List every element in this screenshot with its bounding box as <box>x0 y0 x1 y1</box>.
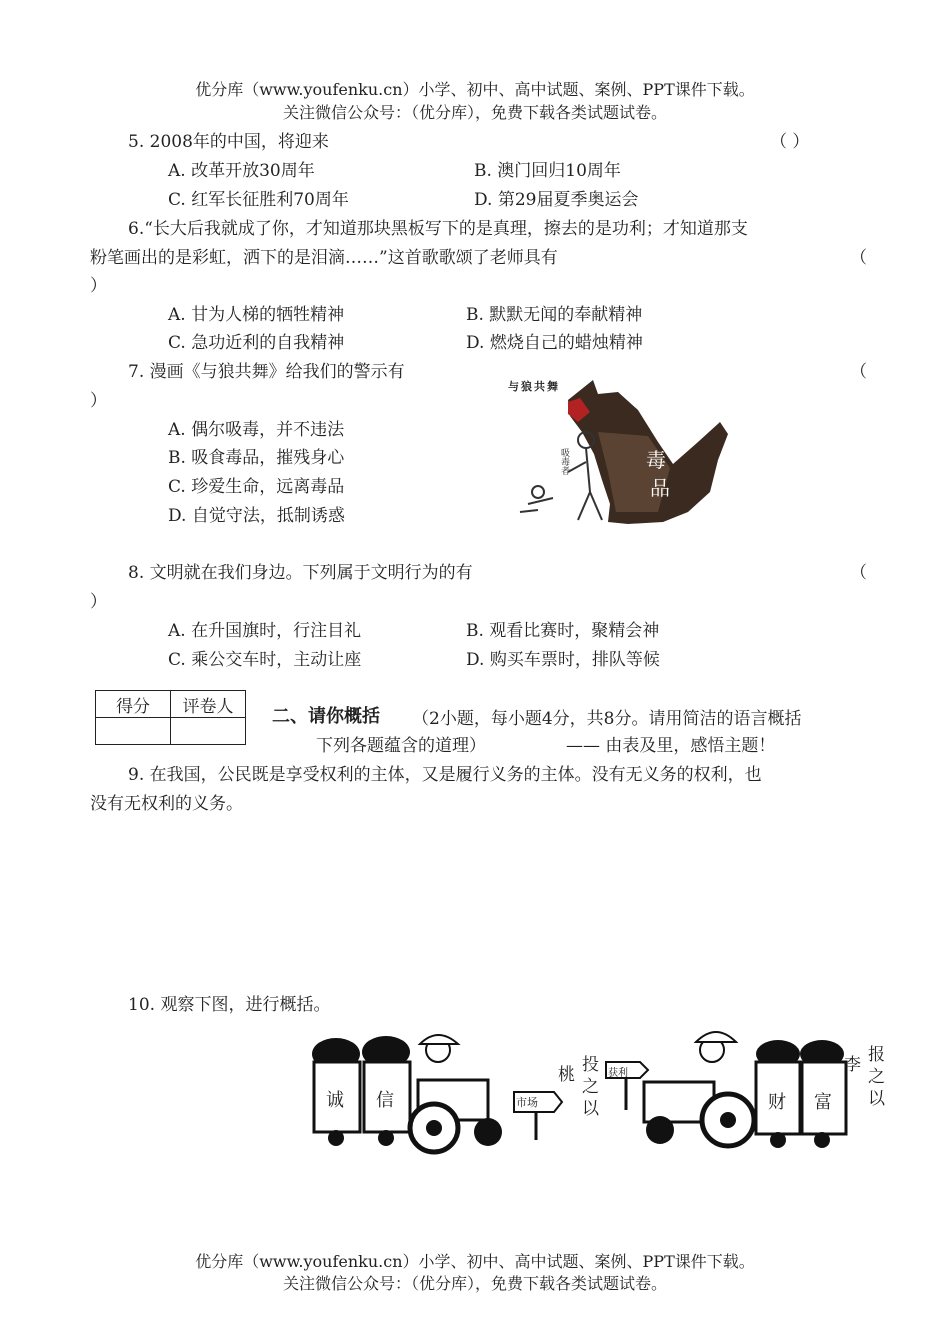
score-cell[interactable] <box>96 718 171 745</box>
q6-stem-line-1: 6.“长大后我就成了你，才知道那块黑板写下的是真理，擦去的是功利；才知道那支 <box>128 219 748 239</box>
q8-option-d: D. 购买车票时，排队等候 <box>466 650 660 670</box>
q9-line-2: 没有无权利的义务。 <box>90 794 243 814</box>
section-2-title: 二、请你概括 <box>272 706 380 727</box>
phrase-left-1: 桃 <box>558 1065 575 1085</box>
cart-label-xin: 信 <box>376 1090 394 1111</box>
profit-sign-label: 获利 <box>608 1068 628 1079</box>
wolf-cartoon-image <box>498 372 748 534</box>
q7-stem: 7. 漫画《与狼共舞》给我们的警示有 <box>128 362 405 382</box>
q6-paren-open: （ <box>850 248 867 268</box>
q5-answer-paren: （ ） <box>770 132 810 152</box>
grader-cell[interactable] <box>171 718 246 745</box>
phrase-left-3: 之 <box>582 1077 599 1097</box>
q6-paren-close: ） <box>90 276 107 296</box>
grader-header: 评卷人 <box>171 691 246 718</box>
cart-label-fu: 富 <box>814 1092 832 1113</box>
wolf-cartoon-title: 与狼共舞 <box>508 380 560 393</box>
q6-option-b: B. 默默无闻的奉献精神 <box>466 305 643 325</box>
q5-stem: 5. 2008年的中国，将迎来 <box>128 132 329 152</box>
q6-option-c: C. 急功近利的自我精神 <box>168 333 345 353</box>
score-table <box>95 690 246 745</box>
phrase-right-2: 报 <box>868 1045 885 1065</box>
q7-paren-close: ） <box>90 391 107 411</box>
victim-label: 吸毒者 <box>559 448 569 475</box>
q8-option-c: C. 乘公交车时，主动让座 <box>168 650 362 670</box>
score-header: 得分 <box>96 691 171 718</box>
q5-option-a: A. 改革开放30周年 <box>168 161 315 181</box>
section-2-desc-1: （2小题，每小题4分，共8分。请用简洁的语言概括 <box>412 709 802 729</box>
q7-option-d: D. 自觉守法，抵制诱惑 <box>168 506 345 526</box>
header-line-1: 优分库（www.youfenku.cn）小学、初中、高中试题、案例、PPT课件下载。 <box>195 80 755 99</box>
wolf-label-2: 品 <box>650 476 670 500</box>
market-sign-label: 市场 <box>516 1096 538 1109</box>
q9-line-1: 9. 在我国，公民既是享受权利的主体，又是履行义务的主体。没有无义务的权利，也 <box>128 765 762 785</box>
footer-line-2: 关注微信公众号：（优分库），免费下载各类试题试卷。 <box>282 1274 667 1293</box>
phrase-left-2: 投 <box>582 1055 599 1075</box>
q5-option-b: B. 澳门回归10周年 <box>474 161 621 181</box>
phrase-right-3: 之 <box>868 1067 885 1087</box>
section-2-desc-3: —— 由表及里，感悟主题！ <box>566 736 776 756</box>
q8-option-a: A. 在升国旗时，行注目礼 <box>168 621 362 641</box>
q7-paren-open: （ <box>850 362 867 382</box>
q6-option-a: A. 甘为人梯的牺牲精神 <box>168 305 345 325</box>
q8-option-b: B. 观看比赛时，聚精会神 <box>466 621 660 641</box>
tractor-cartoon-image <box>308 1020 888 1160</box>
q10-stem: 10. 观察下图，进行概括。 <box>128 995 331 1015</box>
q8-paren-close: ） <box>90 592 107 612</box>
q6-stem-line-2: 粉笔画出的是彩虹，洒下的是泪滴……”这首歌歌颂了老师具有 <box>90 248 558 268</box>
q7-option-c: C. 珍爱生命，远离毒品 <box>168 477 345 497</box>
phrase-right-4: 以 <box>868 1089 885 1109</box>
q7-option-b: B. 吸食毒品，摧残身心 <box>168 448 345 468</box>
cart-label-cheng: 诚 <box>326 1090 344 1111</box>
q6-option-d: D. 燃烧自己的蜡烛精神 <box>466 333 643 353</box>
section-2-desc-2: 下列各题蕴含的道理） <box>316 736 486 756</box>
phrase-right-1: 李 <box>844 1055 861 1075</box>
q7-option-a: A. 偶尔吸毒，并不违法 <box>168 420 345 440</box>
q5-option-d: D. 第29届夏季奥运会 <box>474 190 639 210</box>
q8-stem: 8. 文明就在我们身边。下列属于文明行为的有 <box>128 563 473 583</box>
q5-option-c: C. 红军长征胜利70周年 <box>168 190 349 210</box>
q8-paren-open: （ <box>850 563 867 583</box>
cart-label-cai: 财 <box>768 1092 786 1113</box>
footer-line-1: 优分库（www.youfenku.cn）小学、初中、高中试题、案例、PPT课件下载。 <box>195 1252 755 1271</box>
wolf-label-1: 毒 <box>646 448 666 472</box>
header-line-2: 关注微信公众号：（优分库），免费下载各类试题试卷。 <box>282 103 667 122</box>
phrase-left-4: 以 <box>582 1099 599 1119</box>
